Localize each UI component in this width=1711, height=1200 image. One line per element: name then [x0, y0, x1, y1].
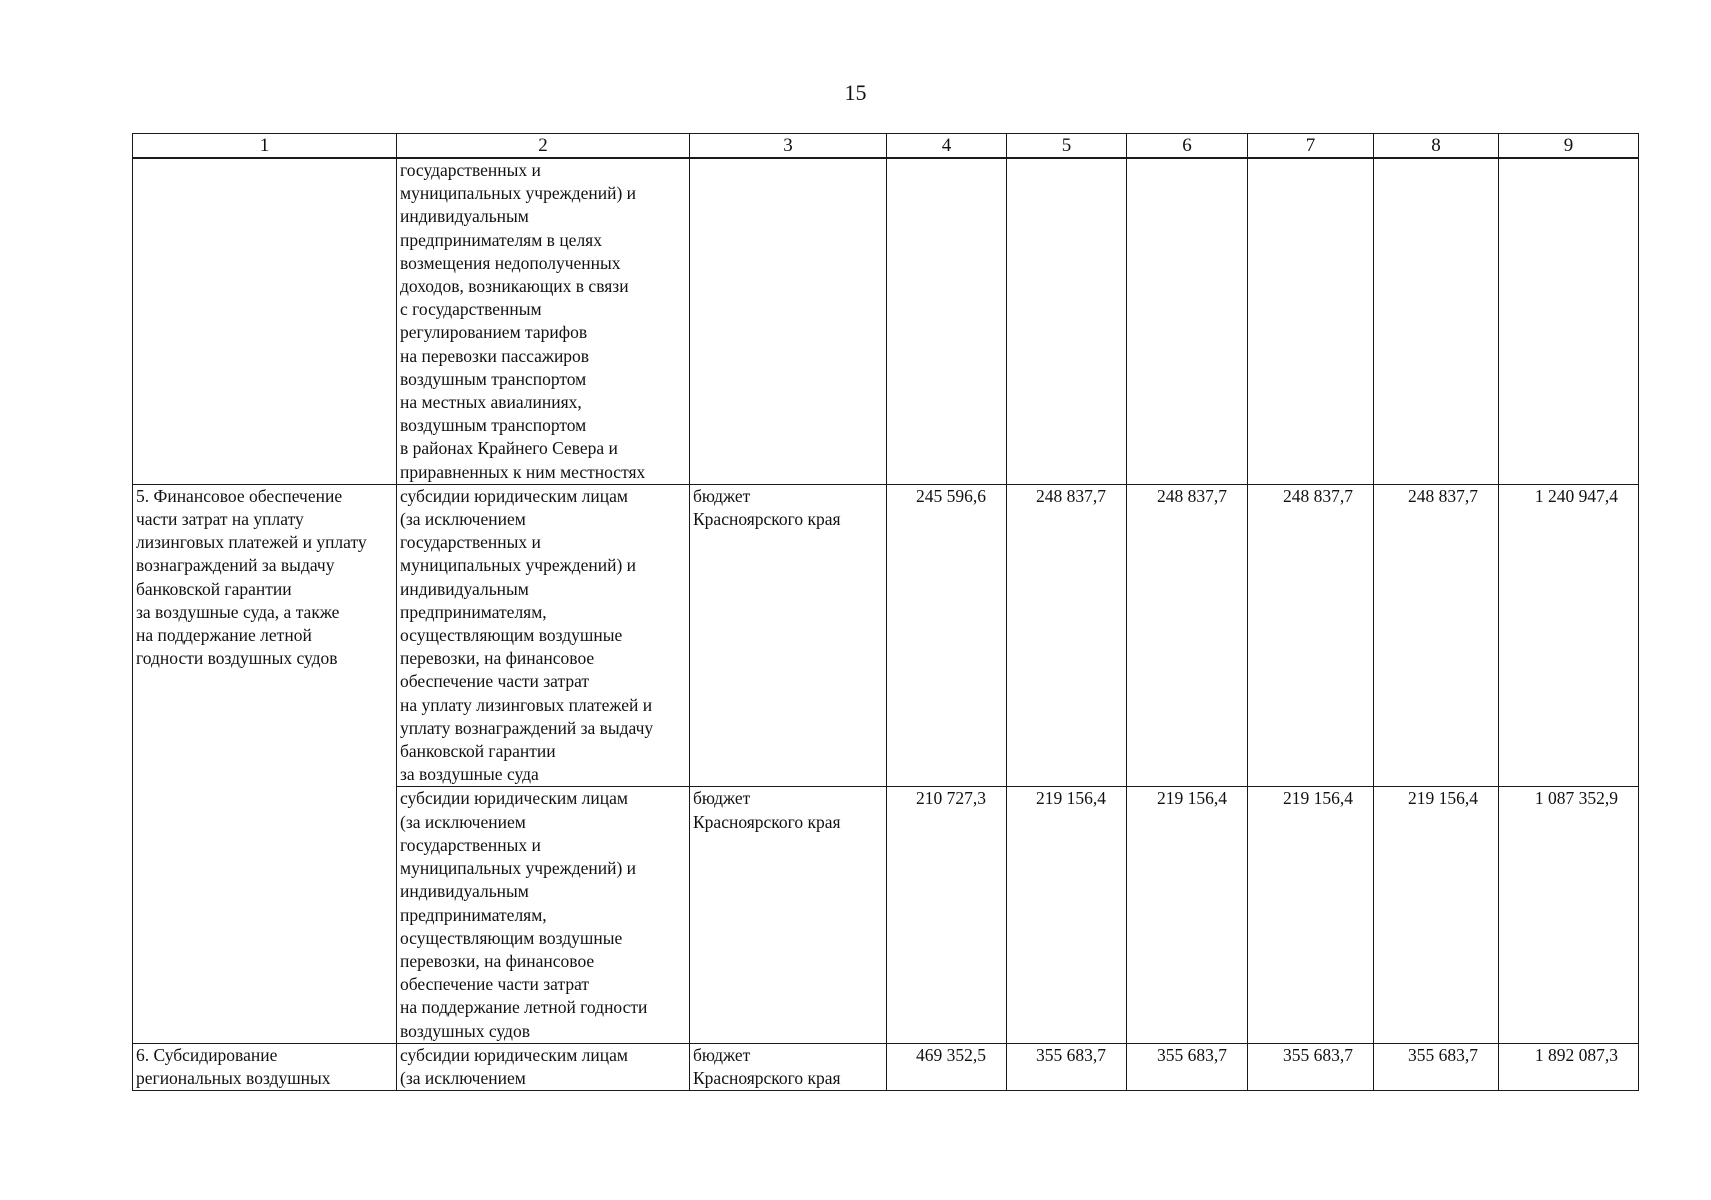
value-cell: 210 727,3 — [887, 787, 1007, 1043]
value-cell: 248 837,7 — [1007, 484, 1127, 787]
value-cell — [887, 158, 1007, 484]
header-cell: 9 — [1499, 134, 1639, 159]
table-row — [133, 787, 1639, 1043]
value-cell: 219 156,4 — [1248, 787, 1374, 1043]
value-cell: 355 683,7 — [1007, 1043, 1127, 1090]
value-cell: 469 352,5 — [887, 1043, 1007, 1090]
value-cell — [1374, 158, 1499, 484]
event-cell: 5. Финансовое обеспечение части затрат на уплату лизинговых платежей и уплату вознаграждений за выдачу банковской гарантии за воздушные суда, а также на поддержание летной годности воздушных судов — [133, 484, 397, 787]
header-cell: 4 — [887, 134, 1007, 159]
value-cell: 248 837,7 — [1248, 484, 1374, 787]
header-cell: 7 — [1248, 134, 1374, 159]
table-row — [133, 484, 1639, 787]
value-cell: 219 156,4 — [1127, 787, 1248, 1043]
header-cell: 5 — [1007, 134, 1127, 159]
value-cell: 355 683,7 — [1127, 1043, 1248, 1090]
total-cell: 1 240 947,4 — [1499, 484, 1639, 787]
table-row — [133, 1043, 1639, 1090]
description-cell: субсидии юридическим лицам (за исключением государственных и муниципальных учреждений) и индивидуальным предпринимателям, осуществляющим воздушные перевозки, на финансовое обеспечение части затрат на уплату лизинговых платежей и уплату вознаграждений за выдачу банковской гарантии за воздушные суда — [397, 484, 690, 787]
header-cell: 3 — [690, 134, 887, 159]
total-cell — [1499, 158, 1639, 484]
source-cell: бюджет Красноярского края — [690, 484, 887, 787]
value-cell: 245 596,6 — [887, 484, 1007, 787]
event-cell — [133, 787, 397, 1043]
value-cell: 355 683,7 — [1374, 1043, 1499, 1090]
budget-table — [132, 133, 1639, 1091]
value-cell: 248 837,7 — [1127, 484, 1248, 787]
header-cell: 6 — [1127, 134, 1248, 159]
page-number: 15 — [844, 80, 867, 105]
description-cell: субсидии юридическим лицам (за исключением государственных и муниципальных учреждений) и индивидуальным предпринимателям, осуществляющим воздушные перевозки, на финансовое обеспечение части затрат на поддержание летной годности воздушных судов — [397, 787, 690, 1043]
value-cell: 355 683,7 — [1248, 1043, 1374, 1090]
value-cell — [1007, 158, 1127, 484]
value-cell — [1248, 158, 1374, 484]
table-row — [133, 158, 1639, 484]
event-cell: 6. Субсидирование региональных воздушных — [133, 1043, 397, 1090]
source-cell: бюджет Красноярского края — [690, 787, 887, 1043]
value-cell — [1127, 158, 1248, 484]
description-cell: субсидии юридическим лицам (за исключением — [397, 1043, 690, 1090]
value-cell: 219 156,4 — [1374, 787, 1499, 1043]
source-cell — [690, 158, 887, 484]
value-cell: 219 156,4 — [1007, 787, 1127, 1043]
source-cell: бюджет Красноярского края — [690, 1043, 887, 1090]
value-cell: 248 837,7 — [1374, 484, 1499, 787]
header-cell: 2 — [397, 134, 690, 159]
event-cell — [133, 158, 397, 484]
header-row — [133, 134, 1639, 159]
header-cell: 1 — [133, 134, 397, 159]
header-cell: 8 — [1374, 134, 1499, 159]
total-cell: 1 087 352,9 — [1499, 787, 1639, 1043]
total-cell: 1 892 087,3 — [1499, 1043, 1639, 1090]
description-cell: государственных и муниципальных учреждений) и индивидуальным предпринимателям в целях возмещения недополученных доходов, возникающих в связи с государственным регулированием тарифов на перевозки пассажиров воздушным транспортом на местных авиалиниях, воздушным транспортом в районах Крайнего Севера и приравненных к ним местностях — [397, 158, 690, 484]
